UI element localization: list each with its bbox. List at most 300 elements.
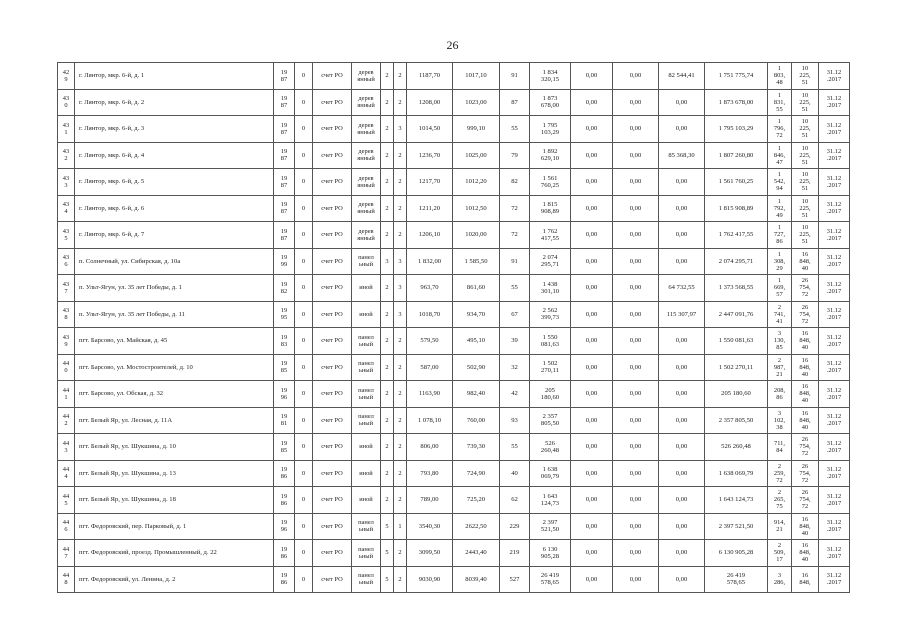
year-cell-line: 99 — [280, 261, 288, 269]
value-3-cell: 0,00 — [659, 169, 705, 196]
table-row — [58, 248, 850, 275]
wall-material-cell — [352, 540, 381, 567]
table-row — [58, 487, 850, 514]
floors-cell: 2 — [381, 407, 394, 434]
value-1-cell: 0,00 — [571, 407, 613, 434]
limit-cost-cell-line: 10 — [801, 171, 809, 179]
row-number-cell-line: 44 — [62, 360, 70, 368]
value-2-cell: 0,00 — [613, 434, 659, 461]
account-cell: счет РО — [313, 354, 352, 381]
deadline-cell-line: .2017 — [826, 526, 842, 534]
limit-cost-cell-line: 26 — [801, 436, 809, 444]
year-cell-line: 86 — [280, 579, 288, 587]
limit-cost-cell-line: 10 — [801, 65, 809, 73]
year-cell-line: 19 — [280, 413, 288, 421]
cost-cell — [530, 540, 571, 567]
year-cell-line: 19 — [280, 333, 288, 341]
specific-cost-cell-line: 3 — [777, 572, 782, 580]
specific-cost-cell-line: 2 — [777, 462, 782, 470]
cost-cell-line: 1 502 — [542, 360, 558, 368]
year-cell-line: 19 — [280, 466, 288, 474]
value-3-cell: 0,00 — [659, 513, 705, 540]
cost-cell-line: 6 130 — [542, 545, 558, 553]
limit-cost-cell-line: 754, — [799, 496, 811, 504]
specific-cost-cell-line: 1 — [777, 197, 782, 205]
wall-material-cell-line: панел — [358, 572, 374, 580]
value-1-cell: 0,00 — [571, 328, 613, 355]
limit-cost-cell-line: 225, — [799, 231, 811, 239]
living-area-cell: 739,30 — [453, 434, 500, 461]
deadline-cell-line: 31.12 — [826, 492, 842, 500]
address-cell: г. Лянтор, мкр. 6-й, д. 4 — [75, 142, 274, 169]
cost-cell — [530, 195, 571, 222]
total-cost-cell — [705, 89, 768, 116]
table-row — [58, 540, 850, 567]
registry-table — [57, 62, 850, 593]
wall-material-cell-line: панел — [358, 519, 374, 527]
limit-cost-cell-line: 26 — [801, 489, 809, 497]
total-area-cell: 1187,70 — [407, 63, 453, 90]
total-cost-cell — [705, 434, 768, 461]
deadline-cell-line: .2017 — [826, 155, 842, 163]
table-row — [58, 301, 850, 328]
cost-cell-line: 905,28 — [540, 552, 560, 560]
specific-cost-cell — [768, 328, 792, 355]
deadline-cell-line: 31.12 — [826, 121, 842, 129]
address-cell: пгт. Федоровский, ул. Ленина, д. 2 — [75, 566, 274, 593]
zero-cell: 0 — [295, 248, 313, 275]
wall-material-cell-line: янный — [357, 75, 375, 83]
deadline-cell-line: 31.12 — [826, 413, 842, 421]
wall-material-cell-line: янный — [357, 234, 375, 242]
total-cost-cell — [705, 142, 768, 169]
specific-cost-cell-line: 49 — [776, 211, 783, 219]
zero-cell: 0 — [295, 142, 313, 169]
limit-cost-cell — [792, 63, 819, 90]
wall-material-cell-line: янный — [357, 102, 375, 110]
address-cell: пгт. Белый Яр, ул. Шукшина, д. 10 — [75, 434, 274, 461]
cost-cell — [530, 354, 571, 381]
wall-material-cell — [352, 222, 381, 249]
specific-cost-cell — [768, 169, 792, 196]
specific-cost-cell-line: 130, — [773, 337, 786, 345]
specific-cost-cell-line: 72 — [776, 476, 783, 484]
value-2-cell: 0,00 — [613, 460, 659, 487]
table-row — [58, 354, 850, 381]
address-cell: пгт. Белый Яр, ул. Шукшина, д. 13 — [75, 460, 274, 487]
account-cell: счет РО — [313, 540, 352, 567]
year-cell — [274, 142, 295, 169]
deadline-cell-line: .2017 — [826, 287, 842, 295]
deadline-cell — [819, 540, 850, 567]
wall-material-cell-line: панел — [358, 386, 374, 394]
table-row — [58, 142, 850, 169]
year-cell-line: 87 — [280, 234, 288, 242]
year-cell-line: 96 — [280, 526, 288, 534]
value-1-cell: 0,00 — [571, 487, 613, 514]
entrances-cell: 2 — [394, 540, 407, 567]
row-number-cell — [58, 407, 75, 434]
row-number-cell — [58, 513, 75, 540]
specific-cost-cell — [768, 487, 792, 514]
residents-cell: 93 — [500, 407, 530, 434]
entrances-cell: 2 — [394, 381, 407, 408]
account-cell: счет РО — [313, 566, 352, 593]
table-row — [58, 116, 850, 143]
value-3-cell: 0,00 — [659, 248, 705, 275]
floors-cell: 2 — [381, 487, 394, 514]
entrances-cell: 2 — [394, 566, 407, 593]
wall-material-cell — [352, 381, 381, 408]
total-area-cell: 587,00 — [407, 354, 453, 381]
value-3-cell: 0,00 — [659, 487, 705, 514]
row-number-cell — [58, 540, 75, 567]
cost-cell-line: 1 762 — [542, 227, 558, 235]
wall-material-cell-line: ьный — [358, 340, 374, 348]
row-number-cell — [58, 301, 75, 328]
value-1-cell: 0,00 — [571, 195, 613, 222]
year-cell — [274, 487, 295, 514]
specific-cost-cell-line: 21 — [776, 526, 783, 534]
cost-cell-line: 526 — [545, 439, 555, 447]
specific-cost-cell-line: 308, — [773, 257, 786, 265]
total-cost-cell — [705, 407, 768, 434]
cost-cell-line: 270,11 — [541, 367, 559, 375]
zero-cell: 0 — [295, 301, 313, 328]
year-cell-line: 19 — [280, 254, 288, 262]
year-cell-line: 85 — [280, 446, 288, 454]
limit-cost-cell-line: 51 — [801, 132, 809, 140]
deadline-cell-line: .2017 — [826, 340, 842, 348]
total-cost-cell — [705, 195, 768, 222]
wall-material-cell-line: панел — [358, 413, 374, 421]
deadline-cell — [819, 513, 850, 540]
total-area-cell: 1217,70 — [407, 169, 453, 196]
specific-cost-cell-line: 38 — [776, 423, 783, 431]
specific-cost-cell — [768, 222, 792, 249]
zero-cell: 0 — [295, 275, 313, 302]
specific-cost-cell — [768, 540, 792, 567]
row-number-cell-line: 42 — [62, 68, 70, 76]
account-cell: счет РО — [313, 275, 352, 302]
account-cell: счет РО — [313, 460, 352, 487]
zero-cell: 0 — [295, 513, 313, 540]
floors-cell: 2 — [381, 142, 394, 169]
total-area-cell: 1 832,00 — [407, 248, 453, 275]
specific-cost-cell-line: 727, — [773, 231, 786, 239]
cost-cell — [530, 460, 571, 487]
value-1-cell: 0,00 — [571, 275, 613, 302]
value-1-cell: 0,00 — [571, 566, 613, 593]
year-cell-line: 19 — [280, 227, 288, 235]
zero-cell: 0 — [295, 63, 313, 90]
value-3-cell: 0,00 — [659, 407, 705, 434]
deadline-cell — [819, 222, 850, 249]
year-cell-line: 19 — [280, 492, 288, 500]
value-3-cell: 0,00 — [659, 354, 705, 381]
specific-cost-cell-line: 846, — [773, 151, 786, 159]
specific-cost-cell-line: 75 — [776, 503, 783, 511]
limit-cost-cell-line: 10 — [801, 91, 809, 99]
address-cell: г. Лянтор, мкр. 6-й, д. 2 — [75, 89, 274, 116]
value-3-cell: 115 307,97 — [659, 301, 705, 328]
limit-cost-cell-line: 10 — [801, 224, 809, 232]
total-cost-cell-line: 6 130 905,28 — [718, 549, 754, 557]
value-2-cell: 0,00 — [613, 195, 659, 222]
wall-material-cell-line: панел — [358, 360, 374, 368]
total-cost-cell-line: 1 807 260,80 — [718, 151, 754, 159]
year-cell-line: 87 — [280, 102, 288, 110]
deadline-cell — [819, 195, 850, 222]
deadline-cell — [819, 354, 850, 381]
living-area-cell: 1017,10 — [453, 63, 500, 90]
address-cell: г. Лянтор, мкр. 6-й, д. 3 — [75, 116, 274, 143]
limit-cost-cell-line: 225, — [799, 98, 811, 106]
total-cost-cell — [705, 328, 768, 355]
address-cell: г. Лянтор, мкр. 6-й, д. 5 — [75, 169, 274, 196]
specific-cost-cell-line: 86 — [776, 238, 783, 246]
limit-cost-cell-line: 225, — [799, 72, 811, 80]
table-row — [58, 195, 850, 222]
specific-cost-cell-line: 1 — [777, 171, 782, 179]
account-cell: счет РО — [313, 89, 352, 116]
table-row — [58, 407, 850, 434]
value-1-cell: 0,00 — [571, 540, 613, 567]
account-cell: счет РО — [313, 434, 352, 461]
specific-cost-cell-line: 669, — [773, 284, 786, 292]
specific-cost-cell-line: 84 — [776, 446, 783, 454]
residents-cell: 91 — [500, 248, 530, 275]
value-2-cell: 0,00 — [613, 487, 659, 514]
zero-cell: 0 — [295, 354, 313, 381]
wall-material-cell-line: янный — [357, 128, 375, 136]
value-3-cell: 0,00 — [659, 540, 705, 567]
address-cell: п. Ульт-Ягун, ул. 35 лет Победы, д. 1 — [75, 275, 274, 302]
limit-cost-cell-line: 16 — [801, 515, 809, 523]
limit-cost-cell-line: 16 — [801, 409, 809, 417]
cost-cell — [530, 301, 571, 328]
deadline-cell-line: .2017 — [826, 473, 842, 481]
floors-cell: 2 — [381, 354, 394, 381]
total-cost-cell — [705, 460, 768, 487]
limit-cost-cell — [792, 487, 819, 514]
wall-material-cell-line: ьный — [358, 579, 374, 587]
limit-cost-cell-line: 40 — [801, 370, 809, 378]
limit-cost-cell-line: 16 — [801, 383, 809, 391]
specific-cost-cell-line: 1 — [777, 277, 782, 285]
row-number-cell — [58, 460, 75, 487]
living-area-cell: 724,90 — [453, 460, 500, 487]
deadline-cell-line: .2017 — [826, 75, 842, 83]
cost-cell — [530, 487, 571, 514]
deadline-cell-line: .2017 — [826, 181, 842, 189]
wall-material-cell-line: панел — [358, 254, 374, 262]
residents-cell: 72 — [500, 222, 530, 249]
living-area-cell: 725,20 — [453, 487, 500, 514]
deadline-cell-line: .2017 — [826, 420, 842, 428]
residents-cell: 55 — [500, 116, 530, 143]
value-1-cell: 0,00 — [571, 63, 613, 90]
specific-cost-cell — [768, 354, 792, 381]
year-cell-line: 19 — [280, 174, 288, 182]
total-cost-cell-line: 578,65 — [726, 579, 746, 587]
limit-cost-cell-line: 16 — [801, 250, 809, 258]
floors-cell: 2 — [381, 63, 394, 90]
wall-material-cell-line: дерев — [358, 95, 374, 103]
entrances-cell: 2 — [394, 169, 407, 196]
year-cell — [274, 301, 295, 328]
specific-cost-cell — [768, 513, 792, 540]
specific-cost-cell-line: 3 — [777, 409, 782, 417]
living-area-cell: 2443,40 — [453, 540, 500, 567]
row-number-cell-line: 43 — [62, 201, 70, 209]
row-number-cell — [58, 566, 75, 593]
address-cell: п. Солнечный, ул. Сибирская, д. 10а — [75, 248, 274, 275]
specific-cost-cell-line: 803, — [773, 72, 786, 80]
value-3-cell: 0,00 — [659, 566, 705, 593]
total-cost-cell — [705, 222, 768, 249]
limit-cost-cell — [792, 142, 819, 169]
year-cell-line: 19 — [280, 360, 288, 368]
specific-cost-cell-line: 2 — [777, 356, 782, 364]
year-cell-line: 19 — [280, 307, 288, 315]
cost-cell-line: 805,50 — [540, 420, 560, 428]
limit-cost-cell-line: 848, — [799, 416, 811, 424]
value-1-cell: 0,00 — [571, 142, 613, 169]
value-2-cell: 0,00 — [613, 328, 659, 355]
wall-material-cell-line: дерев — [358, 68, 374, 76]
row-number-cell-line: 43 — [62, 148, 70, 156]
limit-cost-cell — [792, 407, 819, 434]
specific-cost-cell-line: 1 — [777, 144, 782, 152]
row-number-cell-line: 2 — [64, 420, 68, 428]
wall-material-cell — [352, 116, 381, 143]
limit-cost-cell-line: 72 — [801, 476, 809, 484]
limit-cost-cell — [792, 195, 819, 222]
specific-cost-cell-line: 1 — [777, 224, 782, 232]
limit-cost-cell-line: 40 — [801, 423, 809, 431]
limit-cost-cell — [792, 540, 819, 567]
total-area-cell: 3099,50 — [407, 540, 453, 567]
limit-cost-cell-line: 10 — [801, 144, 809, 152]
total-cost-cell — [705, 248, 768, 275]
value-2-cell: 0,00 — [613, 169, 659, 196]
value-1-cell: 0,00 — [571, 301, 613, 328]
floors-cell: 2 — [381, 381, 394, 408]
total-area-cell: 9030,90 — [407, 566, 453, 593]
limit-cost-cell — [792, 328, 819, 355]
floors-cell: 2 — [381, 222, 394, 249]
cost-cell-line: 1 550 — [542, 333, 558, 341]
living-area-cell: 502,90 — [453, 354, 500, 381]
table-row — [58, 169, 850, 196]
total-area-cell: 1206,10 — [407, 222, 453, 249]
total-cost-cell — [705, 513, 768, 540]
specific-cost-cell-line: 94 — [776, 185, 783, 193]
value-3-cell: 0,00 — [659, 222, 705, 249]
row-number-cell-line: 0 — [64, 367, 68, 375]
page-number: 26 — [446, 38, 459, 52]
total-area-cell: 789,00 — [407, 487, 453, 514]
cost-cell — [530, 222, 571, 249]
total-cost-cell — [705, 566, 768, 593]
row-number-cell-line: 43 — [62, 174, 70, 182]
cost-cell-line: 1 892 — [542, 148, 558, 156]
value-3-cell: 0,00 — [659, 195, 705, 222]
year-cell-line: 19 — [280, 519, 288, 527]
value-2-cell: 0,00 — [613, 513, 659, 540]
table-row — [58, 566, 850, 593]
limit-cost-cell — [792, 222, 819, 249]
specific-cost-cell — [768, 63, 792, 90]
cost-cell — [530, 63, 571, 90]
cost-cell-line: 301,10 — [540, 287, 560, 295]
limit-cost-cell — [792, 169, 819, 196]
residents-cell: 67 — [500, 301, 530, 328]
year-cell-line: 19 — [280, 68, 288, 76]
cost-cell-line: 678,00 — [540, 102, 560, 110]
floors-cell: 5 — [381, 540, 394, 567]
total-area-cell: 1 078,10 — [407, 407, 453, 434]
specific-cost-cell-line: 286, — [773, 579, 786, 587]
table-row — [58, 275, 850, 302]
wall-material-cell-line: ьный — [358, 393, 374, 401]
wall-material-cell-line: ьный — [358, 420, 374, 428]
row-number-cell-line: 3 — [64, 446, 68, 454]
row-number-cell — [58, 328, 75, 355]
row-number-cell — [58, 487, 75, 514]
row-number-cell-line: 43 — [62, 227, 70, 235]
year-cell-line: 81 — [280, 420, 288, 428]
limit-cost-cell — [792, 513, 819, 540]
total-cost-cell — [705, 301, 768, 328]
specific-cost-cell-line: 1 — [777, 65, 782, 73]
row-number-cell — [58, 434, 75, 461]
year-cell — [274, 513, 295, 540]
value-1-cell: 0,00 — [571, 381, 613, 408]
total-area-cell: 793,80 — [407, 460, 453, 487]
value-2-cell: 0,00 — [613, 142, 659, 169]
floors-cell: 2 — [381, 275, 394, 302]
cost-cell-line: 205 — [545, 386, 555, 394]
specific-cost-cell-line: 542, — [773, 178, 786, 186]
deadline-cell-line: 31.12 — [826, 386, 842, 394]
wall-material-cell — [352, 275, 381, 302]
specific-cost-cell-line: 102, — [773, 416, 786, 424]
value-3-cell: 0,00 — [659, 116, 705, 143]
limit-cost-cell-line: 16 — [801, 572, 809, 580]
wall-material-cell — [352, 248, 381, 275]
zero-cell: 0 — [295, 222, 313, 249]
row-number-cell — [58, 222, 75, 249]
deadline-cell-line: 31.12 — [826, 307, 842, 315]
entrances-cell: 2 — [394, 89, 407, 116]
specific-cost-cell — [768, 381, 792, 408]
total-cost-cell — [705, 169, 768, 196]
year-cell — [274, 116, 295, 143]
wall-material-cell — [352, 195, 381, 222]
account-cell: счет РО — [313, 195, 352, 222]
cost-cell — [530, 328, 571, 355]
living-area-cell: 1 585,50 — [453, 248, 500, 275]
row-number-cell-line: 44 — [62, 545, 70, 553]
floors-cell: 2 — [381, 301, 394, 328]
value-2-cell: 0,00 — [613, 566, 659, 593]
wall-material-cell — [352, 407, 381, 434]
cost-cell-line: 1 643 — [542, 492, 558, 500]
deadline-cell — [819, 434, 850, 461]
specific-cost-cell-line: 2 — [777, 303, 782, 311]
